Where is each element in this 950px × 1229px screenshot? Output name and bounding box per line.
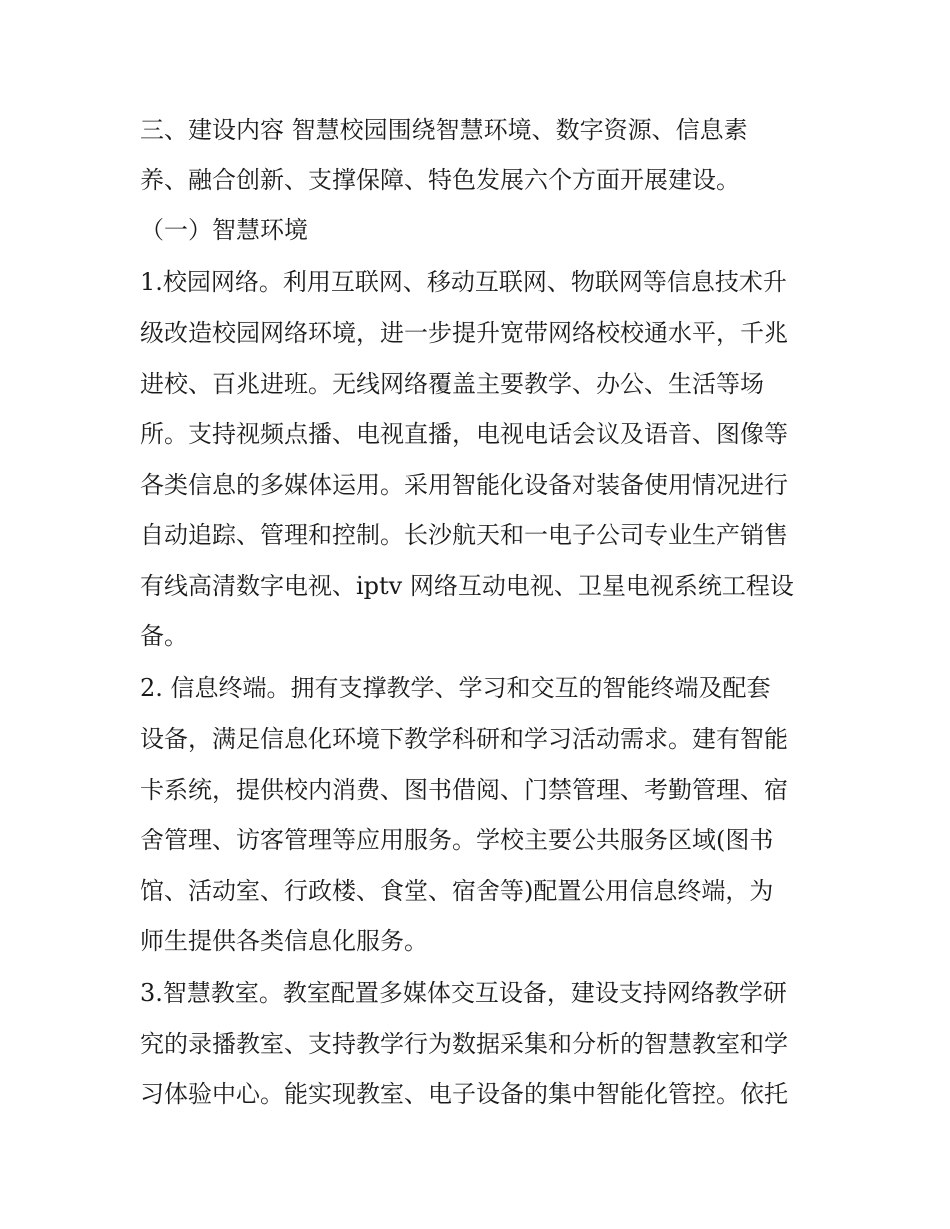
section-heading-line: 养、融合创新、支撑保障、特色发展六个方面开展建设。 [140, 166, 740, 194]
item1-line: 各类信息的多媒体运用。采用智能化设备对装备使用情况进行 [140, 471, 788, 499]
item1-line: 有线高清数字电视、iptv 网络互动电视、卫星电视系统工程设 [140, 572, 794, 600]
section-heading-line: 三、建设内容 智慧校园围绕智慧环境、数字资源、信息素 [140, 116, 748, 144]
item2-line: 馆、活动室、行政楼、食堂、宿舍等)配置公用信息终端，为 [140, 877, 774, 905]
item1-line: 自动追踪、管理和控制。长沙航天和一电子公司专业生产销售 [140, 521, 788, 549]
subsection-title: （一）智慧环境 [140, 216, 308, 244]
item3-line: 习体验中心。能实现教室、电子设备的集中智能化管控。依托 [140, 1080, 788, 1108]
item2-line: 卡系统，提供校内消费、图书借阅、门禁管理、考勤管理、宿 [140, 776, 788, 804]
item2-line: 2. 信息终端。拥有支撑教学、学习和交互的智能终端及配套 [140, 674, 771, 702]
item3-line: 3.智慧教室。教室配置多媒体交互设备，建设支持网络教学研 [140, 979, 787, 1007]
item1-line: 级改造校园网络环境，进一步提升宽带网络校校通水平，千兆 [140, 319, 788, 347]
item2-line: 设备，满足信息化环境下教学科研和学习活动需求。建有智能 [140, 725, 788, 753]
item3-line: 究的录播教室、支持教学行为数据采集和分析的智慧教室和学 [140, 1030, 788, 1058]
item2-line: 师生提供各类信息化服务。 [140, 927, 428, 955]
item1-line: 备。 [140, 622, 188, 650]
item1-line: 进校、百兆进班。无线网络覆盖主要教学、办公、生活等场 [140, 370, 764, 398]
item1-line: 1.校园网络。利用互联网、移动互联网、物联网等信息技术升 [140, 268, 787, 296]
item2-line: 舍管理、访客管理等应用服务。学校主要公共服务区域(图书 [140, 826, 774, 854]
item1-line: 所。支持视频点播、电视直播，电视电话会议及语音、图像等 [140, 420, 788, 448]
